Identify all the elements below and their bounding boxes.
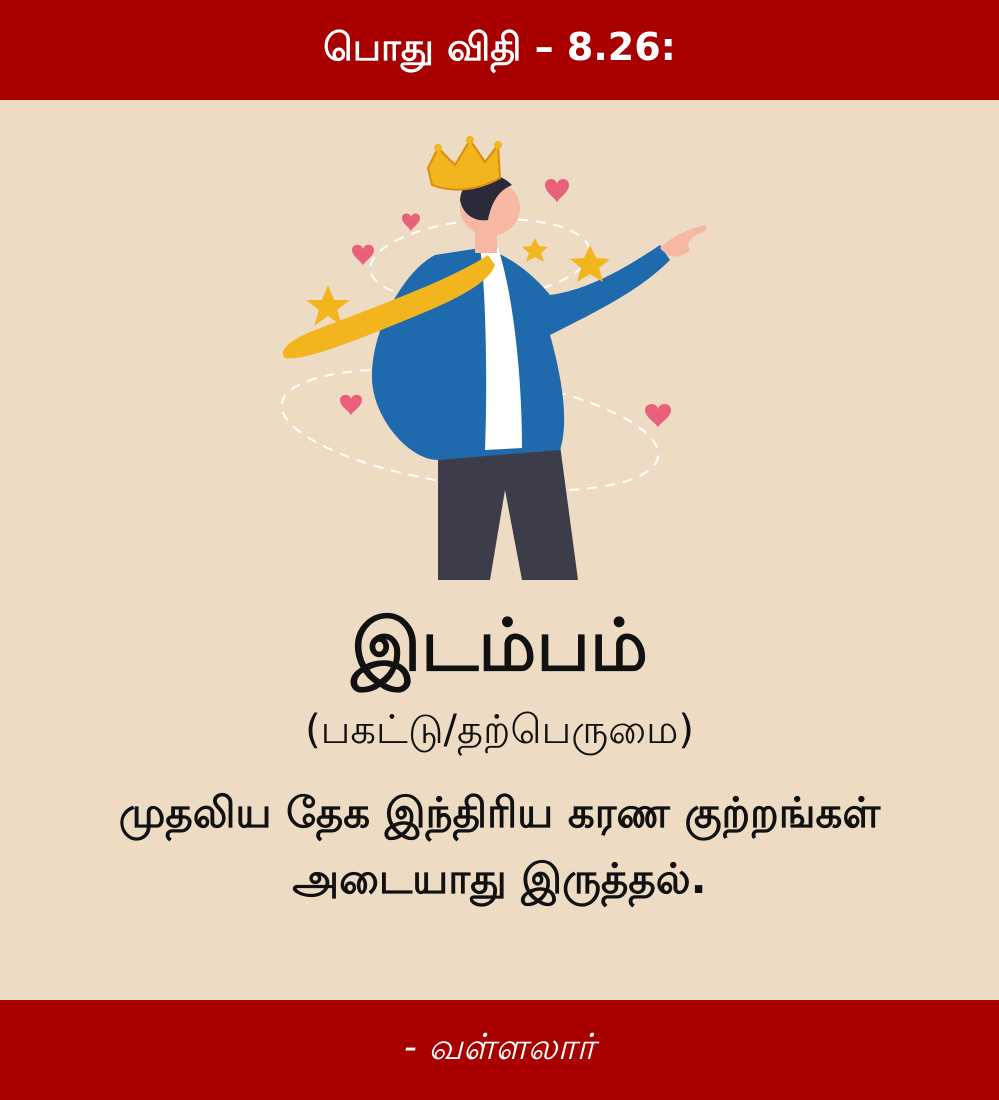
footer-bar — [0, 1000, 999, 1100]
page-title: இடம்பம் — [351, 603, 648, 687]
footer-attribution: - வள்ளலார் — [403, 1027, 596, 1068]
header-bar — [0, 0, 999, 100]
header-title: பொது விதி – 8.26: — [323, 25, 676, 69]
proud-man-with-crown-icon — [260, 130, 720, 585]
subtitle: (பகட்டு/தற்பெருமை) — [305, 707, 694, 753]
body-text: முதலிய தேக இந்திரிய கரண குற்றங்கள் அடையாது இருத்தல். — [118, 788, 881, 903]
